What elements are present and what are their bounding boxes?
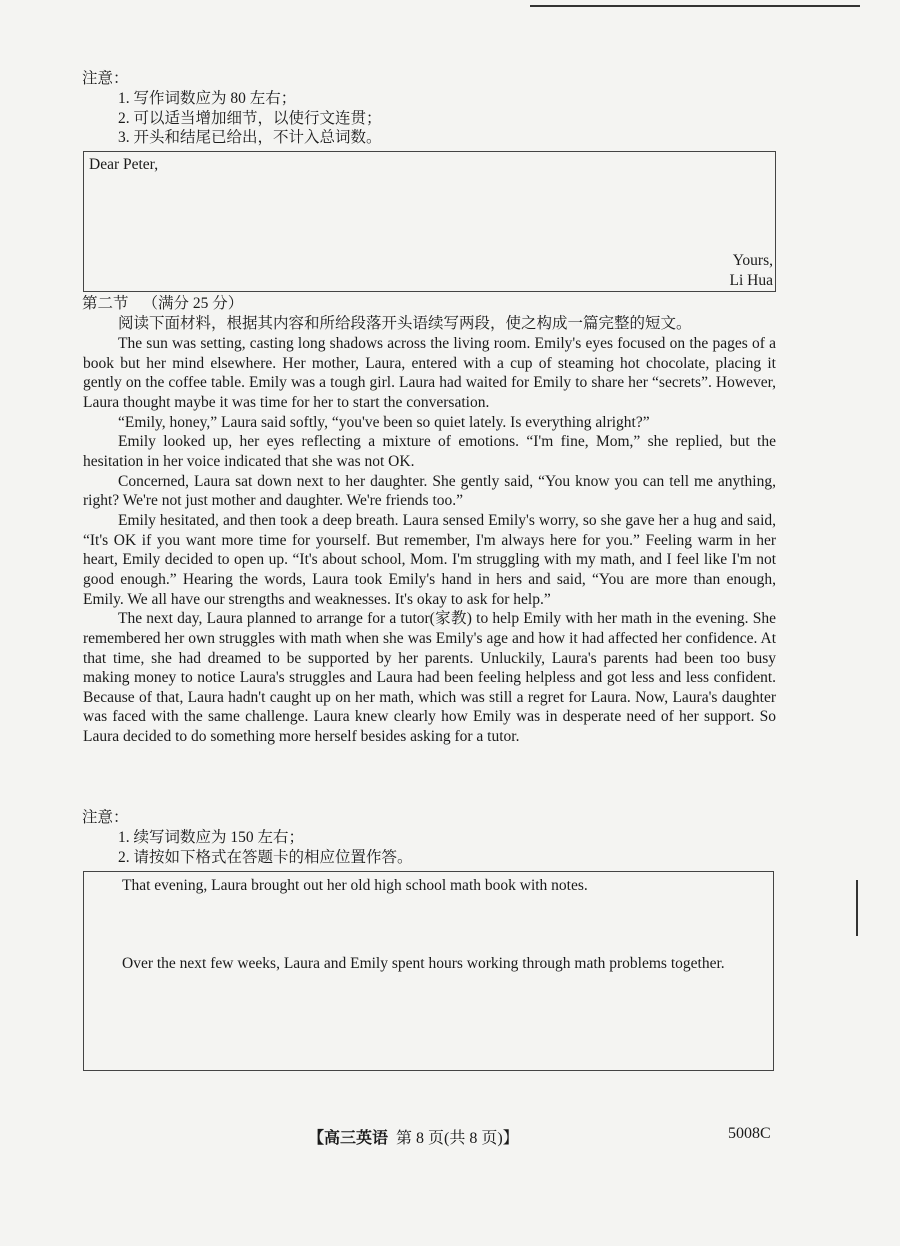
continuation-notes-list xyxy=(118,828,413,867)
section-points: （满分 25 分） xyxy=(142,295,244,312)
writing-note-item: 1. 写作词数应为 80 左右； xyxy=(118,90,297,107)
top-rule xyxy=(530,5,860,7)
writing-notes-title: 注意： xyxy=(82,70,129,87)
footer-subject: 【高三英语 xyxy=(308,1130,389,1147)
letter-closing xyxy=(730,251,773,291)
story-paragraph: The sun was setting, casting long shadows across the living room. Emily's eyes focused on the pages of a book but her mind elsewhere. Her mother, Laura, entered with a cup of steaming hot chocolate, placing it gently on the coffee table. Emily was a tough girl. Laura had waited for Emily to share her “secrets”. However, Laura thought maybe it was time for her to start the conversation. xyxy=(83,335,776,411)
letter-closing-word: Yours, xyxy=(732,252,773,269)
writing-note-item: 2. 可以适当增加细节，以使行文连贯； xyxy=(118,109,382,127)
section-heading xyxy=(82,294,243,314)
continuation-answer-box xyxy=(83,871,774,1071)
footer-title xyxy=(308,1125,519,1148)
section-title: 第二节 xyxy=(82,295,129,312)
story-paragraph: Concerned, Laura sat down next to her daughter. She gently said, “You know you can tell me anything, right? We're not just mother and daughter. We're friends too.” xyxy=(83,472,776,510)
continuation-notes-title: 注意： xyxy=(82,809,129,826)
side-mark xyxy=(856,880,858,936)
letter-greeting: Dear Peter, xyxy=(89,156,159,173)
continuation-note-item: 1. 续写词数应为 150 左右； xyxy=(118,829,305,846)
footer-page: 第 8 页(共 8 页)】 xyxy=(396,1130,519,1147)
section-instruction: 阅读下面材料，根据其内容和所给段落开头语续写两段，使之构成一篇完整的短文。 xyxy=(118,315,692,332)
continuation-opening-1: That evening, Laura brought out her old high school math book with notes. xyxy=(122,877,588,894)
story-paragraph: Emily looked up, her eyes reflecting a mixture of emotions. “I'm fine, Mom,” she replied, but the hesitation in her voice indicated that she was not OK. xyxy=(83,433,776,470)
writing-note-item: 3. 开头和结尾已给出，不计入总词数。 xyxy=(118,129,382,147)
letter-signature: Li Hua xyxy=(729,272,773,289)
continuation-opening-2: Over the next few weeks, Laura and Emily spent hours working through math problems together. xyxy=(122,955,725,972)
story-paragraph: The next day, Laura planned to arrange for a tutor(家教) to help Emily with her math in the evening. She remembered her own struggles with math when she was Emily's age and how it had affected her confidence. At that time, she had dreamed to be supported by her parents. Unluckily, Laura's parents had been too busy making money to notice Laura's struggles and Laura had been feeling helpless and got less and less confident. Because of that, Laura hadn't caught up on her math, which was still a regret for Laura. Now, Laura's daughter was faced with the same challenge. Laura knew clearly how Emily was in desperate need of her support. So Laura decided to do something more herself besides asking for a tutor. xyxy=(83,610,776,746)
story-passage xyxy=(83,334,776,747)
footer-code: 5008C xyxy=(728,1125,771,1142)
writing-notes-list xyxy=(118,89,382,148)
continuation-note-item: 2. 请按如下格式在答题卡的相应位置作答。 xyxy=(118,848,413,866)
story-paragraph: Emily hesitated, and then took a deep breath. Laura sensed Emily's worry, so she gave her a hug and said, “It's OK if you want more time for yourself. But remember, I'm always here for you.” Feeling warm in her heart, Emily decided to open up. “It's about school, Mom. I'm struggling with my math, and I feel like I'm not good enough.” Hearing the words, Laura took Emily's hand in hers and said, “You are more than enough, Emily. We all have our strengths and weaknesses. It's okay to ask for help.” xyxy=(83,511,776,608)
story-paragraph: “Emily, honey,” Laura said softly, “you've been so quiet lately. Is everything alright?” xyxy=(118,413,650,431)
letter-answer-box xyxy=(83,151,776,292)
